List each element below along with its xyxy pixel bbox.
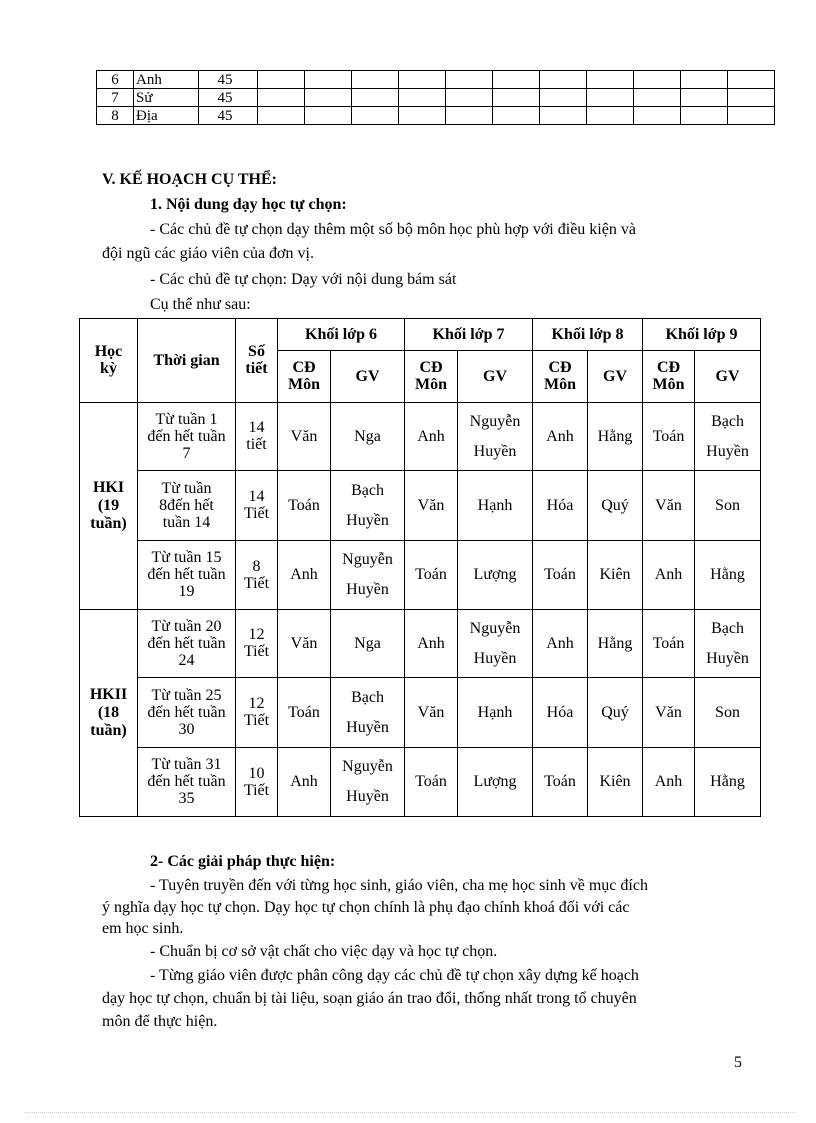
paragraph: - Các chủ đề tự chọn: Dạy với nội dung bám sát [150,271,457,288]
cell-periods: 10 Tiết [236,748,278,817]
table-cell: 7 [97,89,134,107]
cell-time: Từ tuần 31 đến hết tuần 35 [138,748,236,817]
cell-time: Từ tuần 8đến hết tuần 14 [138,471,236,541]
empty-cell [446,71,493,89]
empty-cell [305,71,352,89]
empty-cell [681,89,728,107]
cell-periods: 14 tiết [236,403,278,471]
cell-periods: 8 Tiết [236,541,278,610]
header-khoi-9: Khối lớp 9 [643,319,761,351]
empty-cell [446,107,493,125]
section-title: V. KẾ HOẠCH CỤ THỂ: [102,171,277,188]
cell-k8-mon: Toán [533,541,588,610]
empty-cell [352,107,399,125]
cell-k7-gv: Nguyễn Huyền [458,403,533,471]
table-row [80,678,761,748]
header-hoc-ky: Học kỳ [80,319,138,403]
empty-cell [587,107,634,125]
cell-k7-mon: Anh [405,403,458,471]
empty-cell [305,107,352,125]
cell-time: Từ tuần 20 đến hết tuần 24 [138,610,236,678]
empty-cell [681,107,728,125]
cell-k6-gv: Nga [331,403,405,471]
cell-k9-gv: Son [695,471,761,541]
paragraph: môn để thực hiện. [102,1013,218,1030]
table-row [80,748,761,817]
empty-cell [493,89,540,107]
cell-k7-mon: Anh [405,610,458,678]
subject-period-table [96,70,775,125]
cell-k9-mon: Anh [643,541,695,610]
empty-cell [681,71,728,89]
cell-k9-gv: Hằng [695,541,761,610]
cell-k9-mon: Toán [643,403,695,471]
paragraph: - Tuyên truyền đến với từng học sinh, giáo viên, cha mẹ học sinh về mục đích [150,877,648,894]
empty-cell [728,107,775,125]
header-khoi-7: Khối lớp 7 [405,319,533,351]
cell-k9-mon: Văn [643,678,695,748]
paragraph: - Từng giáo viên được phân công dạy các chủ đề tự chọn xây dựng kế hoạch [150,967,639,984]
empty-cell [540,107,587,125]
semester-cell: HKII (18 tuần) [80,610,138,817]
table-row [80,403,761,471]
header-gv: GV [695,351,761,403]
empty-cell [352,71,399,89]
cell-k6-mon: Anh [278,541,331,610]
paragraph: ý nghĩa dạy học tự chọn. Dạy học tự chọn chính là phụ đạo chính khoá đối với các [102,899,630,916]
cell-k6-gv: Nguyễn Huyền [331,541,405,610]
cell-k6-mon: Toán [278,471,331,541]
subsection-title-content: 1. Nội dung dạy học tự chọn: [150,196,347,213]
cell-k6-gv: Nguyễn Huyền [331,748,405,817]
empty-cell [399,71,446,89]
header-gv: GV [458,351,533,403]
table-row [97,107,775,125]
cell-k7-mon: Văn [405,471,458,541]
page-divider [25,1112,795,1113]
header-khoi-6: Khối lớp 6 [278,319,405,351]
table-row [80,610,761,678]
table-row [80,471,761,541]
header-so-tiet: Số tiết [236,319,278,403]
table-row [97,71,775,89]
cell-k8-mon: Hóa [533,471,588,541]
semester-cell: HKI (19 tuần) [80,403,138,610]
header-khoi-8: Khối lớp 8 [533,319,643,351]
paragraph: - Các chủ đề tự chọn dạy thêm một số bộ môn học phù hợp với điều kiện và [150,221,636,238]
empty-cell [634,107,681,125]
table-cell: 6 [97,71,134,89]
empty-cell [728,71,775,89]
paragraph: đội ngũ các giáo viên của đơn vị. [102,245,314,262]
empty-cell [634,71,681,89]
header-gv: GV [588,351,643,403]
cell-k8-gv: Quý [588,471,643,541]
table-cell: Sử [134,89,199,107]
cell-k8-mon: Anh [533,610,588,678]
elective-schedule-table [79,318,761,817]
cell-k7-mon: Toán [405,748,458,817]
empty-cell [258,71,305,89]
page-number: 5 [734,1054,742,1071]
cell-periods: 12 Tiết [236,610,278,678]
cell-time: Từ tuần 15 đến hết tuần 19 [138,541,236,610]
table-row [97,89,775,107]
empty-cell [352,89,399,107]
cell-k7-gv: Lượng [458,541,533,610]
cell-k7-mon: Văn [405,678,458,748]
empty-cell [493,71,540,89]
cell-k6-mon: Văn [278,610,331,678]
cell-k7-mon: Toán [405,541,458,610]
paragraph: em học sinh. [102,920,184,937]
empty-cell [540,71,587,89]
cell-k6-mon: Anh [278,748,331,817]
table-cell: Anh [134,71,199,89]
cell-k8-mon: Hóa [533,678,588,748]
empty-cell [587,71,634,89]
cell-k6-gv: Nga [331,610,405,678]
cell-k9-gv: Son [695,678,761,748]
cell-k7-gv: Lượng [458,748,533,817]
table-cell: 45 [199,107,258,125]
cell-k9-gv: Bạch Huyền [695,403,761,471]
cell-k6-gv: Bạch Huyền [331,471,405,541]
cell-k6-mon: Văn [278,403,331,471]
empty-cell [399,107,446,125]
empty-cell [258,107,305,125]
cell-k8-gv: Hằng [588,610,643,678]
empty-cell [493,107,540,125]
cell-k9-gv: Hằng [695,748,761,817]
empty-cell [540,89,587,107]
cell-k9-gv: Bạch Huyền [695,610,761,678]
cell-time: Từ tuần 25 đến hết tuần 30 [138,678,236,748]
header-cd-mon: CĐ Môn [405,351,458,403]
cell-k8-mon: Anh [533,403,588,471]
cell-k8-gv: Quý [588,678,643,748]
cell-k9-mon: Văn [643,471,695,541]
empty-cell [728,89,775,107]
table-cell: 45 [199,89,258,107]
empty-cell [305,89,352,107]
cell-k7-gv: Hạnh [458,471,533,541]
cell-k8-gv: Kiên [588,541,643,610]
empty-cell [446,89,493,107]
cell-k8-mon: Toán [533,748,588,817]
paragraph: - Chuẩn bị cơ sở vật chất cho việc dạy và học tự chọn. [150,943,498,960]
header-cd-mon: CĐ Môn [643,351,695,403]
cell-periods: 14 Tiết [236,471,278,541]
header-thoi-gian: Thời gian [138,319,236,403]
empty-cell [634,89,681,107]
table-cell: 45 [199,71,258,89]
cell-periods: 12 Tiết [236,678,278,748]
cell-k7-gv: Hạnh [458,678,533,748]
header-cd-mon: CĐ Môn [533,351,588,403]
cell-k9-mon: Toán [643,610,695,678]
table-cell: Địa [134,107,199,125]
paragraph: dạy học tự chọn, chuẩn bị tài liệu, soạn giáo án trao đổi, thống nhất trong tổ chuyên [102,990,637,1007]
cell-k6-gv: Bạch Huyền [331,678,405,748]
cell-k8-gv: Kiên [588,748,643,817]
header-cd-mon: CĐ Môn [278,351,331,403]
empty-cell [587,89,634,107]
cell-k6-mon: Toán [278,678,331,748]
cell-time: Từ tuần 1 đến hết tuần 7 [138,403,236,471]
subsection-title-solutions: 2- Các giải pháp thực hiện: [150,853,336,870]
empty-cell [399,89,446,107]
cell-k7-gv: Nguyễn Huyền [458,610,533,678]
cell-k8-gv: Hằng [588,403,643,471]
empty-cell [258,89,305,107]
cell-k9-mon: Anh [643,748,695,817]
table-cell: 8 [97,107,134,125]
paragraph: Cụ thể như sau: [150,296,251,313]
header-gv: GV [331,351,405,403]
table-row [80,541,761,610]
